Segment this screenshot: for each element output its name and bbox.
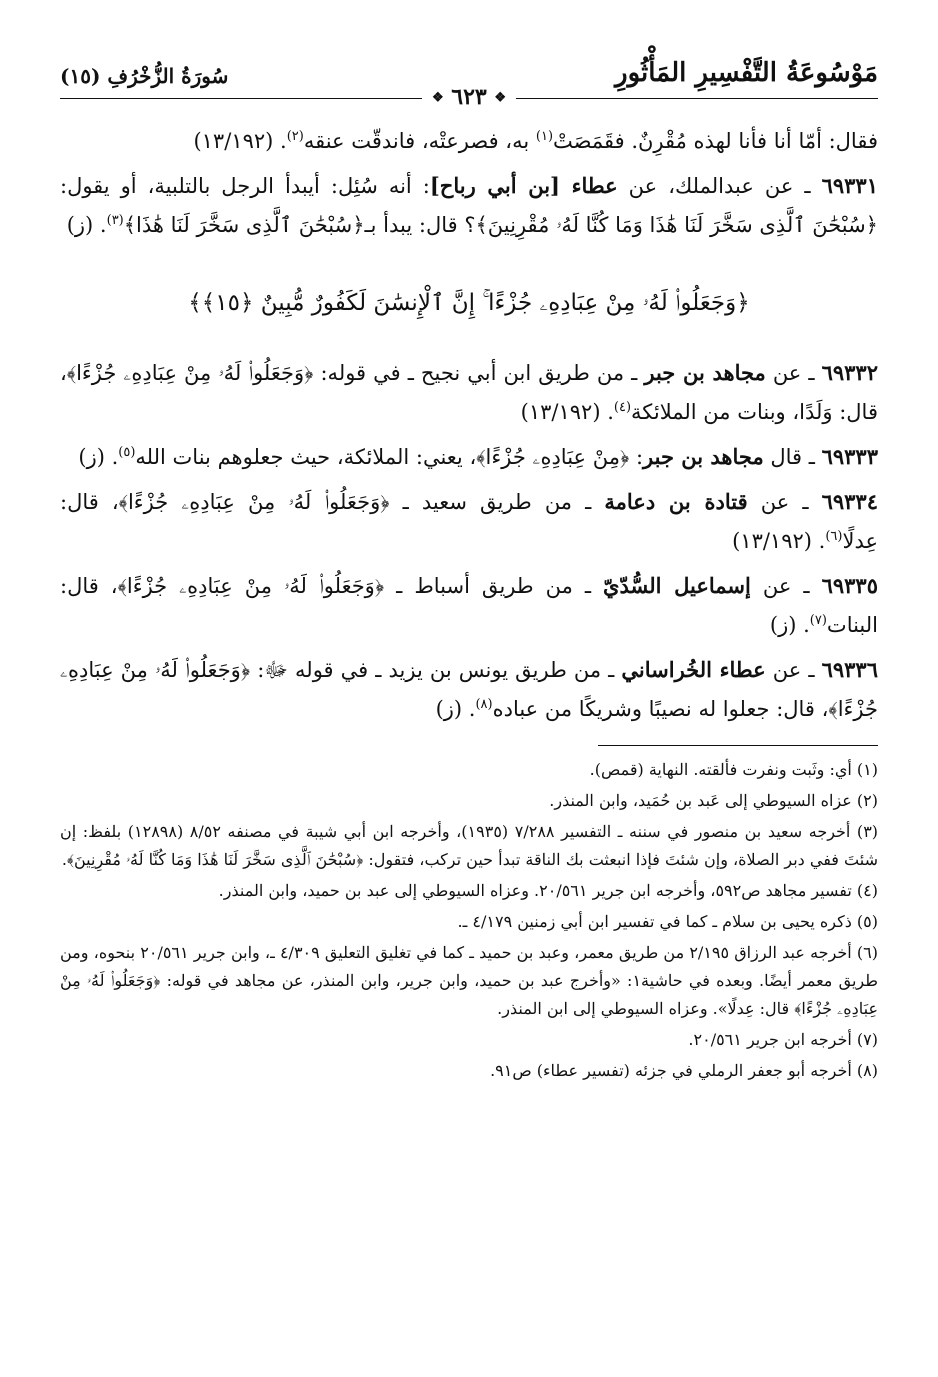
- narration-69336: ٦٩٣٣٦ ـ عن عطاء الخُراساني ـ من طريق يونس بن يزيد ـ في قوله ﷻ: ﴿وَجَعَلُوا۟ لَهُۥ مِنْ عِبَادِهِۦ جُزْءًا﴾، قال: جعلوا له نصيبًا وشريكًا من عباده$^{(٨)}$. (ز): [60, 657, 878, 721]
- volume-reference: . (١٣/١٩٢): [520, 400, 614, 424]
- paragraph-continuation: فقال: أمّا أنا فأنا لهذه مُقْرِنٌ. فقَمَصَتْ$^{(١)}$ به، فصرعتْه، فاندقّت عنقه$^{(٢)}$. (١٣/١٩٢): [193, 129, 878, 153]
- narrator-name: عطاء الخُراساني: [621, 657, 766, 682]
- narration-number: ٦٩٣٣٥: [821, 573, 878, 598]
- quran-verse: ﴿وَجَعَلُوا۟ لَهُۥ مِنْ عِبَادِهِۦ جُزْءًا ۚ إِنَّ ٱلْإِنسَٰنَ لَكَفُورٌ مُّبِينٌ ﴿١٥﴾﴾: [188, 290, 750, 316]
- page: [60, 58, 878, 1088]
- narration-number: ٦٩٣٣٣: [821, 444, 878, 469]
- volume-reference: . (ز): [435, 697, 476, 721]
- footnote: (١) أي: وثَبت ونفرت فألقته. النهاية (قمص).: [589, 760, 878, 779]
- footnote-marker: (٦): [825, 529, 843, 544]
- footnote-marker: (٧): [809, 613, 827, 628]
- footnote: (٤) تفسير مجاهد ص٥٩٢، وأخرجه ابن جرير ٢٠/٥٦١. وعزاه السيوطي إلى عبد بن حميد، وابن المنذر.: [218, 881, 878, 900]
- volume-reference: . (ز): [78, 445, 119, 469]
- footnote-marker: (٤): [613, 400, 632, 415]
- footnote: (٣) أخرجه سعيد بن منصور في سننه ـ التفسير ٧/٢٨٨ (١٩٣٥)، وأخرجه ابن أبي شيبة في مصنفه ٨/٥٢ (١٢٨٩٨) بلفظ: إن شئتَ ففي دبر الصلاة، وإن شئتَ فإذا انبعثت بك الناقة تبدأ حين تركب، فتقول: ﴿سُبْحَٰنَ ٱلَّذِى سَخَّرَ لَنَا هَٰذَا وَمَا كُنَّا لَهُۥ مُقْرِنِينَ﴾.: [60, 822, 879, 869]
- narration-69334: ٦٩٣٣٤ ـ عن قتادة بن دعامة ـ من طريق سعيد ـ ﴿وَجَعَلُوا۟ لَهُۥ مِنْ عِبَادِهِۦ جُزْءًا﴾، قال: عِدلًا$^{(٦)}$. (١٣/١٩٢): [60, 489, 878, 553]
- narration-number: ٦٩٣٣١: [821, 173, 878, 198]
- footnote-marker: (٣): [106, 213, 124, 228]
- ornament-icon: ❖: [431, 90, 444, 106]
- volume-reference: . (ز): [769, 613, 810, 637]
- narration-number: ٦٩٣٣٢: [821, 360, 878, 385]
- narrator-name: قتادة بن دعامة: [604, 489, 748, 514]
- footnote-marker: (٨): [475, 697, 493, 712]
- narration-69332: ٦٩٣٣٢ ـ عن مجاهد بن جبر ـ من طريق ابن أبي نجيح ـ في قوله: ﴿وَجَعَلُوا۟ لَهُۥ مِنْ عِبَادِهِۦ جُزْءًا﴾، قال: وَلَدًا، وبنات من الملائكة$^{(٤)}$. (١٣/١٩٢): [60, 360, 878, 424]
- narrator-name: إسماعيل السُّدّيّ: [603, 573, 751, 598]
- narrator-name: مجاهد بن جبر: [644, 360, 766, 385]
- volume-reference: . (١٣/١٩٢): [193, 129, 287, 153]
- narrator-name: مجاهد بن جبر: [643, 444, 764, 469]
- narration-69331: ٦٩٣٣١ ـ عن عبدالملك، عن عطاء [بن أبي رباح]: أنه سُئِل: أيبدأ الرجل بالتلبية، أو يقول: ﴿سُبْحَٰنَ ٱلَّذِى سَخَّرَ لَنَا هَٰذَا وَمَا كُنَّا لَهُۥ مُقْرِنِينَ﴾؟ قال: يبدأ بـ﴿سُبْحَٰنَ ٱلَّذِى سَخَّرَ لَنَا هَٰذَا﴾$^{(٣)}$. (ز): [60, 173, 878, 237]
- footnote: (٢) عزاه السيوطي إلى عَبد بن حُمَيد، وابن المنذر.: [549, 791, 878, 810]
- narrator-name: عطاء [بن أبي رباح]: [429, 173, 618, 198]
- footnote: (٦) أخرجه عبد الرزاق ٢/١٩٥ من طريق معمر، وعبد بن حميد ـ كما في تغليق التعليق ٤/٣٠٩ ـ، وابن جرير ٢٠/٥٦١ بنحوه، ومن طريق معمر أيضًا. وبعده في حاشية١: «وأخرج عبد بن حميد، وابن جرير، وابن المنذر، عن مجاهد في قوله: ﴿وَجَعَلُوا۟ لَهُۥ مِنْ عِبَادِهِۦ جُزْءًا﴾ قال: عِدلًا». وعزاه السيوطي إلى ابن المنذر.: [60, 943, 878, 1018]
- footnote: (٧) أخرجه ابن جرير ٢٠/٥٦١.: [688, 1030, 878, 1049]
- page-header: [60, 58, 878, 110]
- surah-reference: سُورَةُ الزُّخْرُفِ (١٥): [60, 64, 229, 88]
- narration-69333: ٦٩٣٣٣ ـ قال مجاهد بن جبر: ﴿مِنْ عِبَادِهِۦ جُزْءًا﴾، يعني: الملائكة، حيث جعلوهم بنات الله$^{(٥)}$. (ز): [78, 444, 878, 469]
- footnote: (٨) أخرجه أبو جعفر الرملي في جزئه (تفسير عطاء) ص٩١.: [490, 1061, 878, 1080]
- volume-reference: . (١٣/١٩٢): [732, 529, 826, 553]
- footnote-marker: (٢): [286, 129, 304, 144]
- series-title: مَوْسُوعَةُ التَّفْسِيرِ المَأْثُورِ: [615, 58, 878, 88]
- footnote-separator: [598, 745, 878, 746]
- narration-number: ٦٩٣٣٤: [821, 489, 878, 514]
- footnotes: [60, 756, 878, 1085]
- footnote-marker: (١): [535, 129, 554, 144]
- narration-number: ٦٩٣٣٦: [821, 657, 878, 682]
- page-number-block: [422, 84, 516, 110]
- narration-69335: ٦٩٣٣٥ ـ عن إسماعيل السُّدّيّ ـ من طريق أسباط ـ ﴿وَجَعَلُوا۟ لَهُۥ مِنْ عِبَادِهِۦ جُزْءًا﴾، قال: البنات$^{(٧)}$. (ز): [60, 573, 878, 637]
- volume-reference: . (ز): [66, 213, 107, 237]
- ornament-icon: ❖: [494, 90, 507, 106]
- footnote: (٥) ذكره يحيى بن سلام ـ كما في تفسير ابن أبي زمنين ٤/١٧٩ ـ.: [457, 912, 878, 931]
- page-number: ٦٢٣: [451, 84, 487, 110]
- footnote-marker: (٥): [118, 445, 136, 460]
